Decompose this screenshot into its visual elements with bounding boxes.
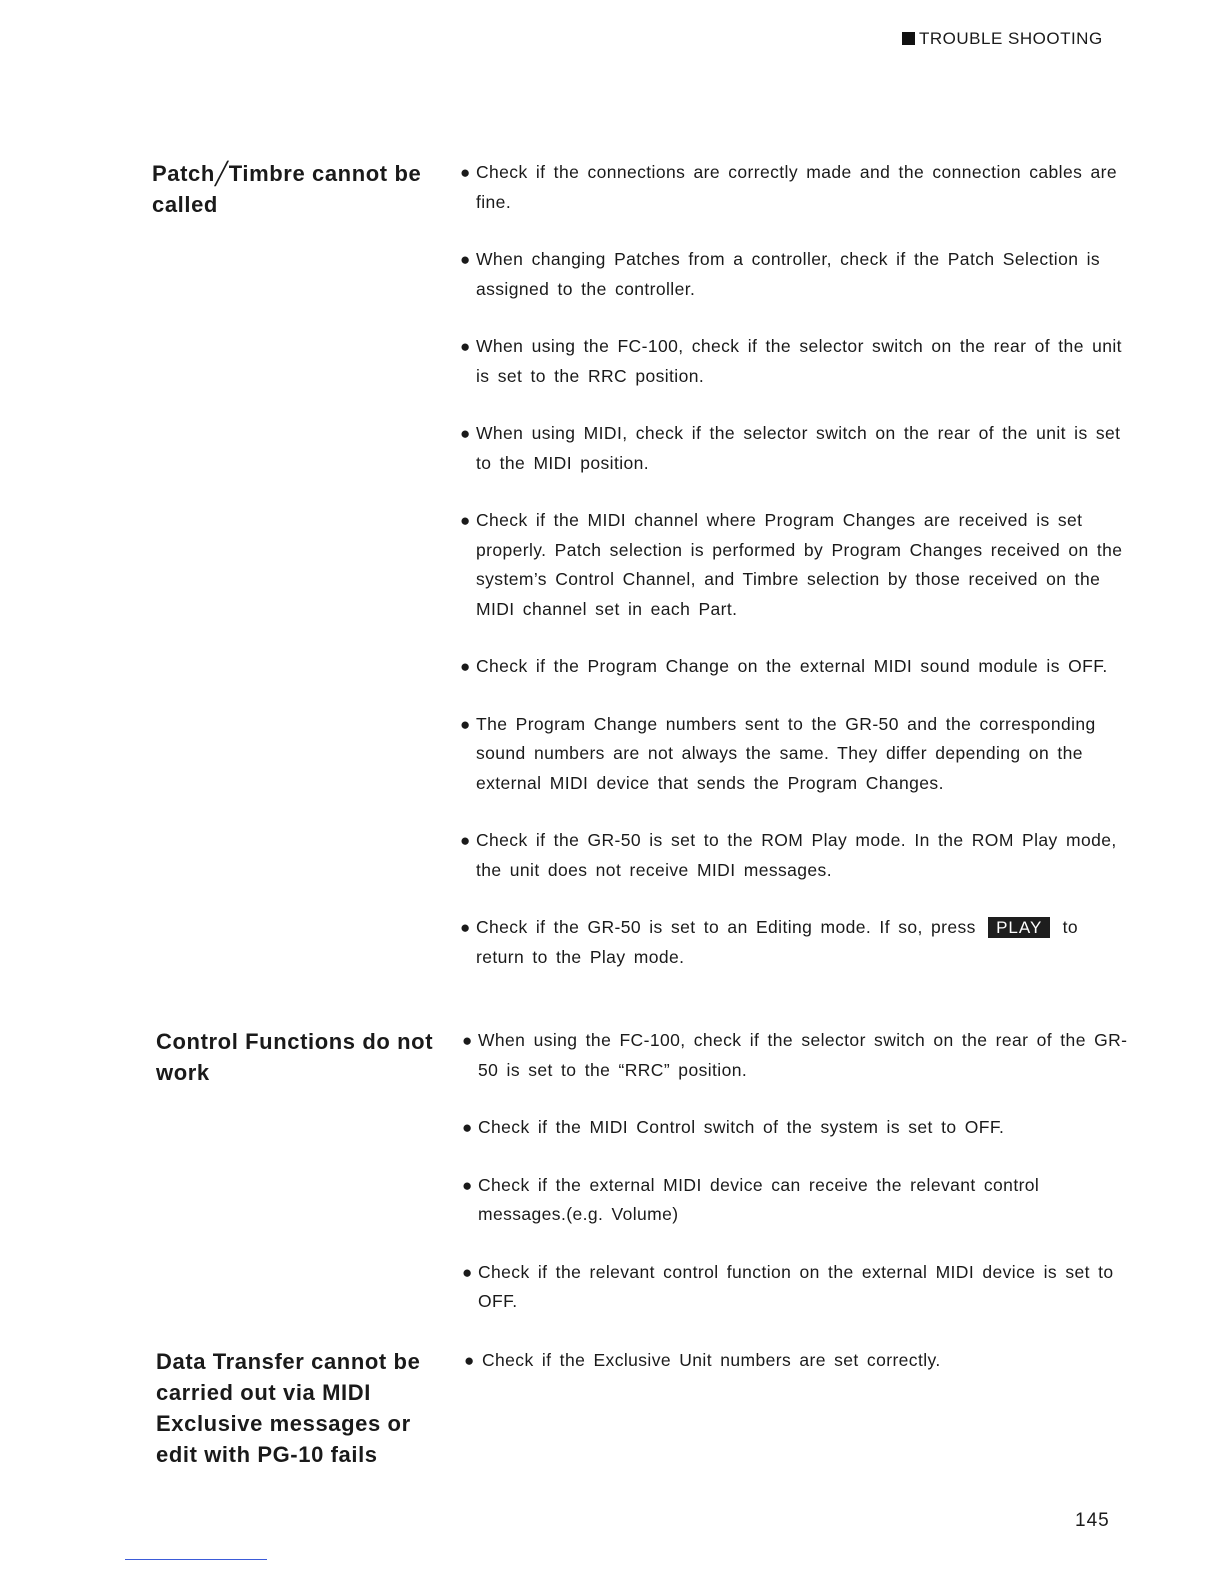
item-text: Check if the Exclusive Unit numbers are set correctly. [482,1350,941,1370]
footer-rule [125,1559,267,1560]
item-text-after: to return to the Play mode. [476,917,1078,967]
list-item [460,826,1130,885]
page-number: 145 [1075,1510,1110,1531]
section-heading [156,1346,456,1470]
item-text: Check if the Program Change on the external MIDI sound module is OFF. [476,656,1108,676]
item-text: The Program Change numbers sent to the GR-50 and the corresponding sound numbers are not always the same. They differ depending on the external MIDI device that sends the Program Changes. [476,713,1096,793]
heading-line: Patch╱Timbre cannot be [152,161,422,186]
bullet-icon: ● [460,714,471,734]
bullet-icon: ● [464,1351,475,1370]
heading-line: Exclusive messages or [156,1411,411,1436]
header-title: TROUBLE SHOOTING [919,29,1103,48]
item-text: Check if the MIDI channel where Program Changes are received is set properly. Patch selection is performed by Program Changes received on the system’s Control Channel, and Timbre selection by those received on the MIDI channel set in each Part. [476,510,1123,619]
heading-line: Control Functions do not [156,1029,434,1054]
item-text: Check if the GR-50 is set to the ROM Play mode. In the ROM Play mode, the unit does not receive MIDI messages. [476,830,1117,880]
check-list [462,1026,1132,1317]
bullet-icon: ● [460,250,471,269]
check-list [460,158,1130,972]
section-heading [156,1026,456,1088]
item-text: When changing Patches from a controller, check if the Patch Selection is assigned to the controller. [476,249,1101,299]
bullet-icon: ● [460,337,471,356]
item-text-before: Check if the GR-50 is set to an Editing mode. If so, press [476,917,976,937]
list-item [464,1346,1134,1376]
play-key-label: PLAY [988,917,1050,938]
bullet-icon: ● [460,163,471,182]
bullet-icon: ● [462,1031,473,1050]
bullet-icon: ● [460,831,471,850]
list-item [462,1113,1132,1143]
list-item [460,419,1130,478]
list-item [460,245,1130,304]
heading-line: work [156,1060,210,1085]
item-text: When using the FC-100, check if the selector switch on the rear of the unit is set to the RRC position. [476,336,1122,386]
bullet-icon: ● [462,1175,473,1195]
list-item [460,158,1130,217]
bullet-icon: ● [462,1262,473,1282]
heading-line: carried out via MIDI [156,1380,371,1405]
list-item [460,332,1130,391]
item-text: Check if the MIDI Control switch of the system is set to OFF. [478,1117,1005,1137]
heading-line: edit with PG-10 fails [156,1442,378,1467]
list-item [462,1171,1132,1230]
bullet-icon: ● [460,657,471,676]
list-item [462,1258,1132,1317]
bullet-icon: ● [460,424,471,443]
bullet-icon: ● [460,511,471,530]
heading-line: Data Transfer cannot be [156,1349,421,1374]
list-item [462,1026,1132,1085]
item-text [476,913,1130,972]
bullet-icon: ● [460,918,471,937]
item-text: Check if the external MIDI device can receive the relevant control messages.(e.g. Volume) [478,1174,1040,1224]
check-list [464,1346,1134,1376]
item-text: Check if the relevant control function on the external MIDI device is set to OFF. [478,1261,1114,1311]
list-item [460,913,1130,972]
section-heading [152,158,452,220]
heading-line: called [152,192,218,217]
item-text: Check if the connections are correctly made and the connection cables are fine. [476,162,1117,212]
bullet-icon: ● [462,1118,473,1137]
running-header [902,29,1103,49]
item-text: When using MIDI, check if the selector switch on the rear of the unit is set to the MIDI position. [476,423,1121,473]
list-item [460,710,1130,799]
list-item [460,652,1130,682]
item-text: When using the FC-100, check if the selector switch on the rear of the GR-50 is set to the “RRC” position. [478,1030,1128,1080]
square-bullet-icon [902,32,915,45]
list-item [460,506,1130,624]
